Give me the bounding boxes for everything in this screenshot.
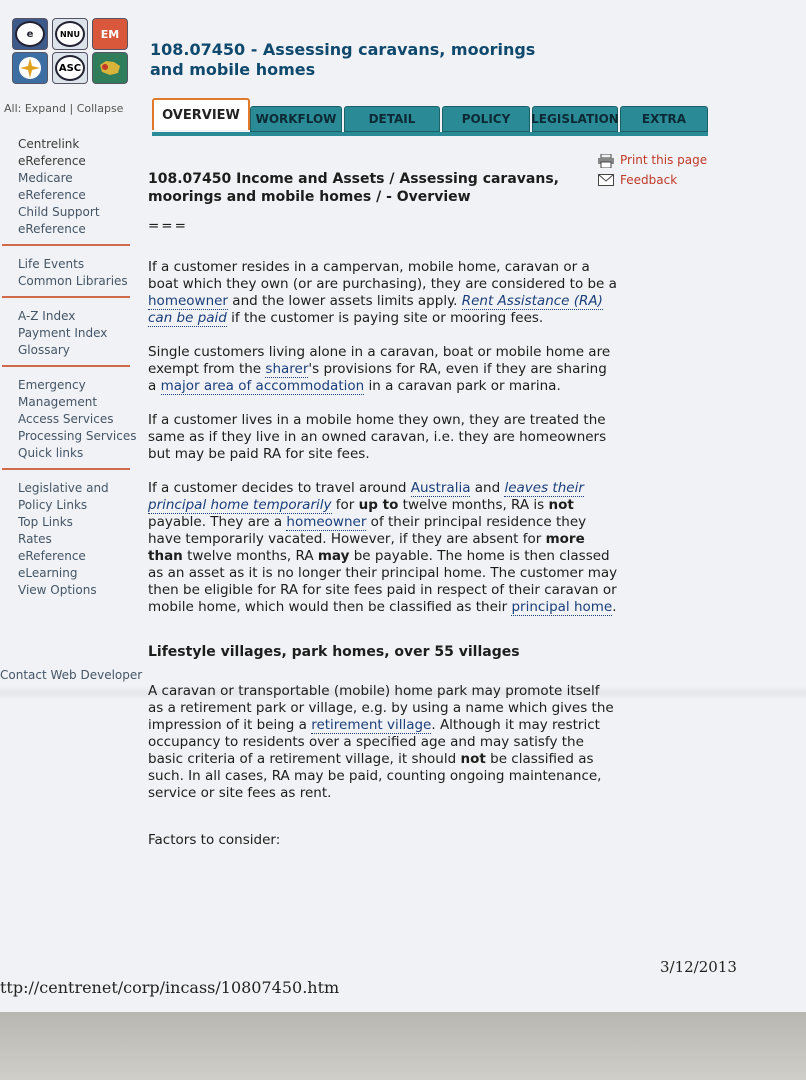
sidebar-item-management[interactable]: Management bbox=[18, 395, 98, 409]
homeowner-link[interactable]: homeowner bbox=[148, 293, 228, 309]
logo-cluster bbox=[12, 18, 132, 84]
section-heading-lifestyle-villages: Lifestyle villages, park homes, over 55 villages bbox=[148, 644, 520, 660]
main-content bbox=[148, 170, 618, 866]
sidebar-item-quick-links[interactable]: Quick links bbox=[18, 446, 84, 460]
tab-label: DETAIL bbox=[368, 112, 416, 126]
bold-text: not bbox=[460, 751, 486, 767]
sidebar-item-common-libraries[interactable]: Common Libraries bbox=[18, 274, 128, 288]
leaves-principal-home-link[interactable]: leaves their principal home temporarily bbox=[148, 480, 584, 513]
text: . Although it may restrict occupancy to residents over a specified age and may satisfy the basic criteria of a retirement village, it should bbox=[148, 717, 600, 767]
tab-overview[interactable] bbox=[152, 98, 250, 130]
sidebar-item-life-events[interactable]: Life Events bbox=[18, 257, 85, 271]
text: if the customer is paying site or mooring fees. bbox=[226, 310, 544, 326]
tab-label: POLICY bbox=[461, 112, 511, 126]
text: . bbox=[612, 599, 617, 615]
map-logo-icon[interactable] bbox=[92, 52, 128, 84]
tab-label: EXTRA bbox=[641, 112, 687, 126]
separator: | bbox=[69, 102, 74, 115]
sidebar-divider bbox=[2, 244, 130, 246]
principal-home-link[interactable]: principal home bbox=[511, 599, 613, 615]
rent-assistance-link[interactable]: Rent Assistance (RA) can be paid bbox=[148, 293, 603, 326]
printer-icon bbox=[598, 154, 614, 166]
table-surface bbox=[0, 1012, 806, 1080]
sidebar-item-processing-services[interactable]: Processing Services bbox=[18, 429, 137, 443]
sidebar-item-centrelink[interactable]: Centrelink bbox=[18, 137, 80, 151]
text: If a customer resides in a campervan, mobile home, caravan or a boat which they own (or are purchasing), they are considered to be a bbox=[148, 259, 617, 292]
star-logo-icon[interactable] bbox=[12, 52, 48, 84]
bold-text: up to bbox=[358, 497, 399, 513]
factors-to-consider-text: Factors to consider: bbox=[148, 832, 281, 848]
asc-logo-text: ASC bbox=[55, 55, 85, 81]
nav-group-life bbox=[18, 256, 140, 290]
tab-detail[interactable] bbox=[344, 106, 440, 132]
text: and bbox=[470, 480, 505, 496]
sidebar-item-az-index[interactable]: A-Z Index bbox=[18, 309, 76, 323]
text: A caravan or transportable (mobile) home park may promote itself as a retirement park or village, e.g. by using a name which gives the impression of it being a bbox=[148, 683, 614, 733]
expand-collapse-bar bbox=[4, 102, 123, 115]
text: twelve months, RA is bbox=[398, 497, 549, 513]
sidebar-item-glossary[interactable]: Glossary bbox=[18, 343, 70, 357]
heading-rule: === bbox=[148, 218, 188, 234]
print-date: 3/12/2013 bbox=[660, 958, 737, 976]
text: twelve months, RA bbox=[182, 548, 318, 564]
sidebar-item-legislative[interactable]: Legislative and bbox=[18, 481, 109, 495]
sidebar-item-medicare[interactable]: Medicare bbox=[18, 171, 73, 185]
bold-text: not bbox=[548, 497, 574, 513]
collapse-all-link[interactable]: Collapse bbox=[76, 102, 124, 115]
text: Single customers living alone in a caravan, boat or mobile home are exempt from the bbox=[148, 344, 611, 377]
tab-label: WORKFLOW bbox=[255, 112, 337, 126]
text: in a caravan park or marina. bbox=[364, 378, 561, 394]
asc-logo-icon[interactable] bbox=[52, 52, 88, 84]
tab-legislation[interactable] bbox=[532, 106, 618, 132]
e-logo-text: e bbox=[15, 21, 45, 47]
sidebar-item-child-support[interactable]: Child Support bbox=[18, 205, 100, 219]
text: and the lower assets limits apply. bbox=[228, 293, 462, 309]
sidebar-item-medicare-ereference[interactable]: eReference bbox=[18, 188, 86, 202]
text: be classified as such. In all cases, RA may be paid, counting ongoing maintenance, service or site fees as rent. bbox=[148, 751, 602, 801]
tab-extra[interactable] bbox=[620, 106, 708, 132]
homeowner-link[interactable]: homeowner bbox=[286, 514, 367, 530]
sharer-link[interactable]: sharer bbox=[265, 361, 309, 377]
paragraph-homeowner bbox=[148, 259, 618, 327]
text: of their principal residence they have temporarily vacated. However, if they are absent for bbox=[148, 514, 587, 547]
nav-group-index bbox=[18, 308, 140, 359]
paragraph-single-customers bbox=[148, 344, 618, 395]
page-title-line2: and mobile homes bbox=[150, 60, 316, 79]
nav-group-emergency bbox=[18, 377, 140, 462]
major-area-of-accommodation-link[interactable]: major area of accommodation bbox=[160, 378, 365, 394]
bold-text: may bbox=[317, 548, 350, 564]
nav-group-legislative bbox=[18, 480, 140, 599]
sidebar-divider bbox=[2, 468, 130, 470]
text: be payable. The home is then classed as an asset as it is no longer their principal home. The customer may then be eligible for RA for site fees paid in respect of their caravan or mobile home, which would then be classified as their bbox=[148, 548, 618, 615]
print-url: ttp://centrenet/corp/incass/10807450.htm bbox=[0, 978, 340, 997]
sidebar-nav bbox=[0, 136, 140, 599]
sidebar-item-child-support-ereference[interactable]: eReference bbox=[18, 222, 86, 236]
retirement-village-link[interactable]: retirement village bbox=[311, 717, 432, 733]
nav-group-services bbox=[18, 136, 140, 238]
paragraph-mobile-home: If a customer lives in a mobile home they own, they are treated the same as if they live in an owned caravan, i.e. they are homeowners but may be paid RA for site fees. bbox=[148, 412, 607, 462]
tab-policy[interactable] bbox=[442, 106, 530, 132]
print-page-label: Print this page bbox=[620, 153, 708, 167]
tab-workflow[interactable] bbox=[250, 106, 342, 132]
nnu-logo-icon[interactable] bbox=[52, 18, 88, 50]
text: payable. They are a bbox=[148, 514, 287, 530]
tab-label: OVERVIEW bbox=[162, 107, 240, 123]
print-page-link[interactable] bbox=[598, 150, 707, 170]
tab-label: LEGISLATION bbox=[531, 112, 619, 126]
em-logo-text: EM bbox=[100, 27, 120, 41]
text: If a customer decides to travel around bbox=[148, 480, 411, 496]
sidebar-item-payment-index[interactable]: Payment Index bbox=[18, 326, 108, 340]
sidebar-item-top-links[interactable]: Top Links bbox=[18, 515, 73, 529]
sidebar-item-access-services[interactable]: Access Services bbox=[18, 412, 114, 426]
sidebar-item-centrelink-ereference[interactable]: eReference bbox=[18, 154, 86, 168]
em-logo-icon[interactable] bbox=[92, 18, 128, 50]
contact-web-developer-link[interactable]: Contact Web Developer bbox=[0, 668, 143, 682]
sidebar-item-policy-links[interactable]: Policy Links bbox=[18, 498, 88, 512]
page-title-line1: 108.07450 - Assessing caravans, moorings bbox=[150, 40, 536, 59]
feedback-label: Feedback bbox=[620, 173, 678, 187]
sidebar-item-rates[interactable]: Rates bbox=[18, 532, 52, 546]
sidebar-item-elearning[interactable]: eLearning bbox=[18, 566, 78, 580]
e-logo-icon[interactable] bbox=[12, 18, 48, 50]
tab-underline bbox=[152, 132, 708, 136]
sidebar-item-view-options[interactable]: View Options bbox=[18, 583, 97, 597]
nnu-logo-text: NNU bbox=[55, 21, 85, 47]
paragraph-retirement-park bbox=[148, 683, 618, 802]
text: 's provisions for RA, even if they are sharing a bbox=[148, 361, 607, 394]
expand-prefix: All: bbox=[4, 102, 22, 115]
sidebar-item-ereference[interactable]: eReference bbox=[18, 549, 86, 563]
sidebar-item-emergency[interactable]: Emergency bbox=[18, 378, 86, 392]
bold-text: more than bbox=[148, 531, 585, 564]
australia-link[interactable]: Australia bbox=[410, 480, 471, 496]
content-heading: 108.07450 Income and Assets / Assessing caravans, moorings and mobile homes / - Overview bbox=[148, 171, 559, 205]
expand-all-link[interactable]: Expand bbox=[24, 102, 66, 115]
text: for bbox=[331, 497, 359, 513]
page-title bbox=[150, 40, 610, 80]
sidebar-divider bbox=[2, 296, 130, 298]
sidebar-divider bbox=[2, 365, 130, 367]
paragraph-travel bbox=[148, 480, 618, 616]
